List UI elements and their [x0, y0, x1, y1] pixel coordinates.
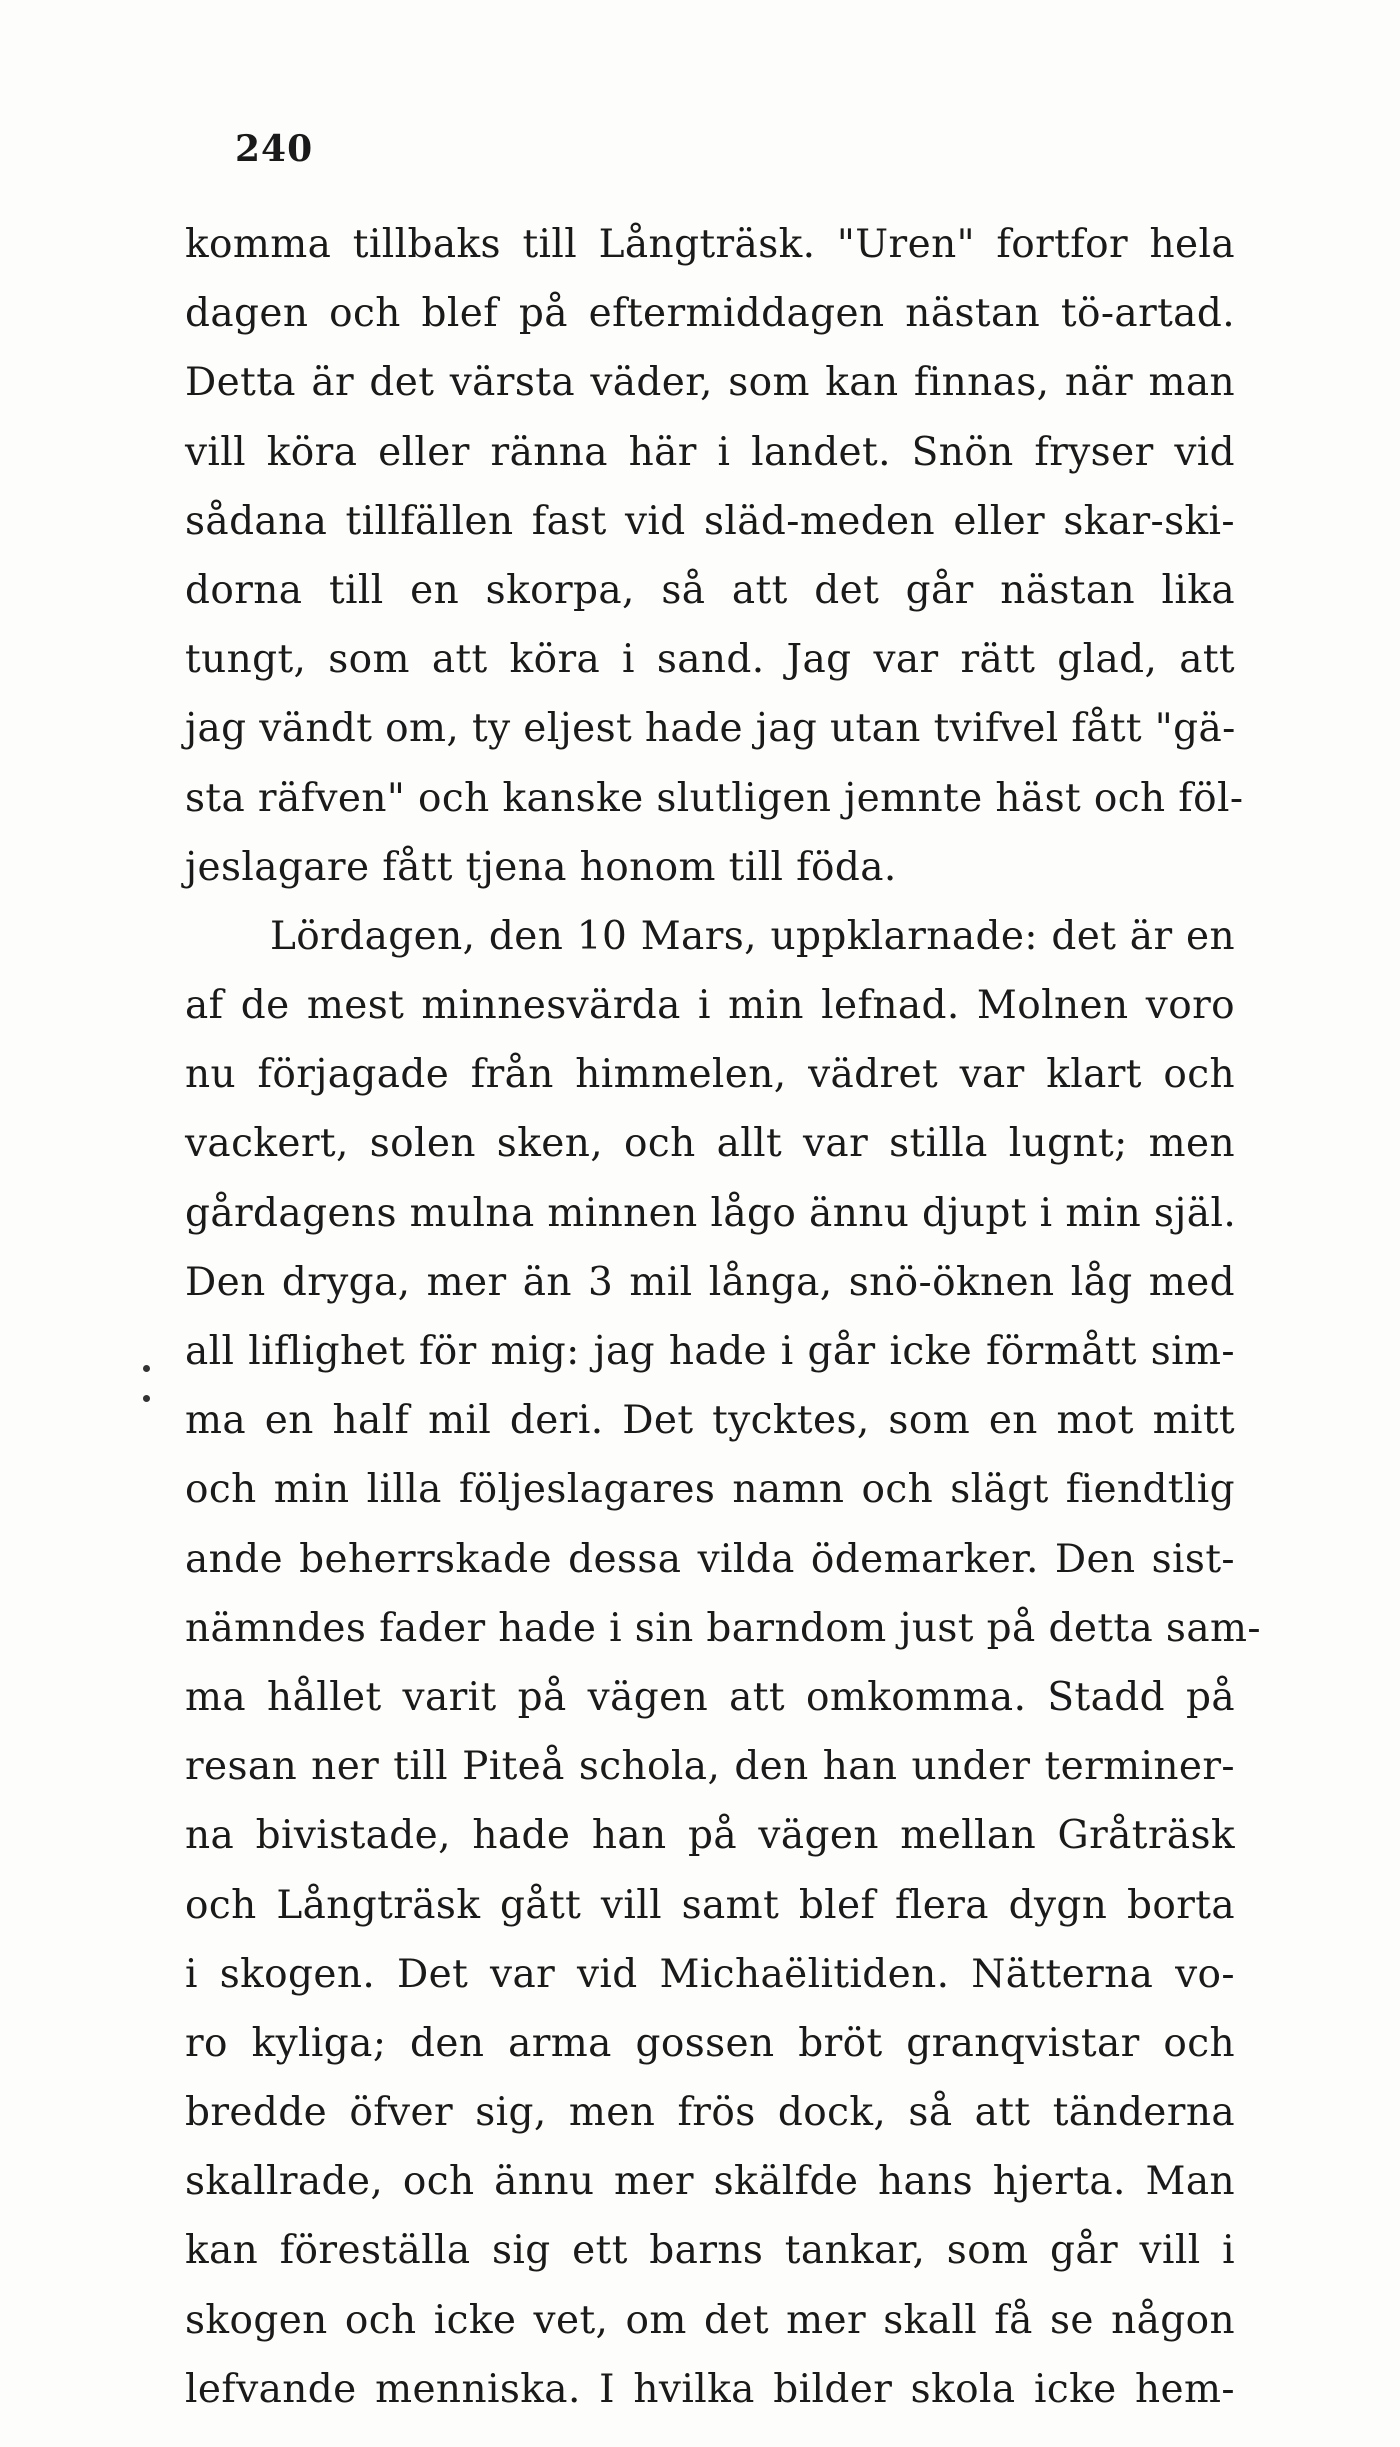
text-line: sta räfven" och kanske slutligen jemnte häst och föl- — [185, 775, 1244, 821]
text-line: nämndes fader hade i sin barndom just på detta sam- — [185, 1605, 1261, 1651]
text-line: sådana tillfällen fast vid släd-meden eller skar-ski- — [185, 498, 1235, 544]
text-line: nu förjagade från himmelen, vädret var klart och — [185, 1052, 1235, 1098]
text-line: gårdagens mulna minnen lågo ännu djupt i min själ. — [185, 1190, 1237, 1236]
text-line: ande beherrskade dessa vilda ödemarker. Den sist- — [185, 1536, 1235, 1582]
text-line: skallrade, och ännu mer skälfde hans hjerta. Man — [185, 2159, 1235, 2205]
margin-speck — [143, 1365, 150, 1372]
text-line: dagen och blef på eftermiddagen nästan tö-artad. — [185, 291, 1235, 337]
text-line: jag vändt om, ty eljest hade jag utan tvifvel fått "gä- — [185, 706, 1236, 752]
text-line: af de mest minnesvärda i min lefnad. Molnen voro — [185, 983, 1235, 1029]
text-line: komma tillbaks till Långträsk. "Uren" fortfor hela — [185, 222, 1235, 267]
body-text — [185, 210, 1261, 2424]
text-line: i skogen. Det var vid Michaëlitiden. Nätterna vo- — [185, 1951, 1235, 1997]
text-line: resan ner till Piteå schola, den han under terminer- — [185, 1744, 1235, 1790]
text-line: och min lilla följeslagares namn och slägt fiendtlig — [185, 1467, 1235, 1513]
text-line: na bivistade, hade han på vägen mellan Gråträsk — [185, 1813, 1235, 1859]
text-line: Den dryga, mer än 3 mil långa, snö-öknen låg med — [185, 1259, 1235, 1305]
text-line: kan föreställa sig ett barns tankar, som går vill i — [185, 2228, 1235, 2274]
text-line: och Långträsk gått vill samt blef flera dygn borta — [185, 1882, 1235, 1928]
text-line: all liflighet för mig: jag hade i går icke förmått sim- — [185, 1329, 1235, 1374]
text-line: ma en half mil deri. Det tycktes, som en mot mitt — [185, 1398, 1235, 1444]
margin-speck — [143, 1395, 150, 1402]
text-line: Detta är det värsta väder, som kan finnas, när man — [185, 360, 1235, 406]
text-line: jeslagare fått tjena honom till föda. — [185, 844, 897, 890]
text-line: ma hållet varit på vägen att omkomma. Stadd på — [185, 1674, 1235, 1720]
text-line: skogen och icke vet, om det mer skall få se någon — [185, 2297, 1235, 2343]
page-number: 240 — [235, 128, 314, 170]
text-line: bredde öfver sig, men frös dock, så att tänderna — [185, 2090, 1235, 2136]
text-line: lefvande menniska. I hvilka bilder skola icke hem- — [185, 2366, 1235, 2412]
text-line: tungt, som att köra i sand. Jag var rätt glad, att — [185, 637, 1235, 683]
text-line: vackert, solen sken, och allt var stilla lugnt; men — [185, 1121, 1235, 1167]
text-line: ro kyliga; den arma gossen bröt granqvistar och — [185, 2020, 1235, 2066]
text-line: vill köra eller ränna här i landet. Snön fryser vid — [185, 429, 1235, 475]
text-line: dorna till en skorpa, så att det går nästan lika — [185, 567, 1235, 613]
paragraph-start-line: Lördagen, den 10 Mars, uppklarnade: det är en — [270, 913, 1235, 959]
